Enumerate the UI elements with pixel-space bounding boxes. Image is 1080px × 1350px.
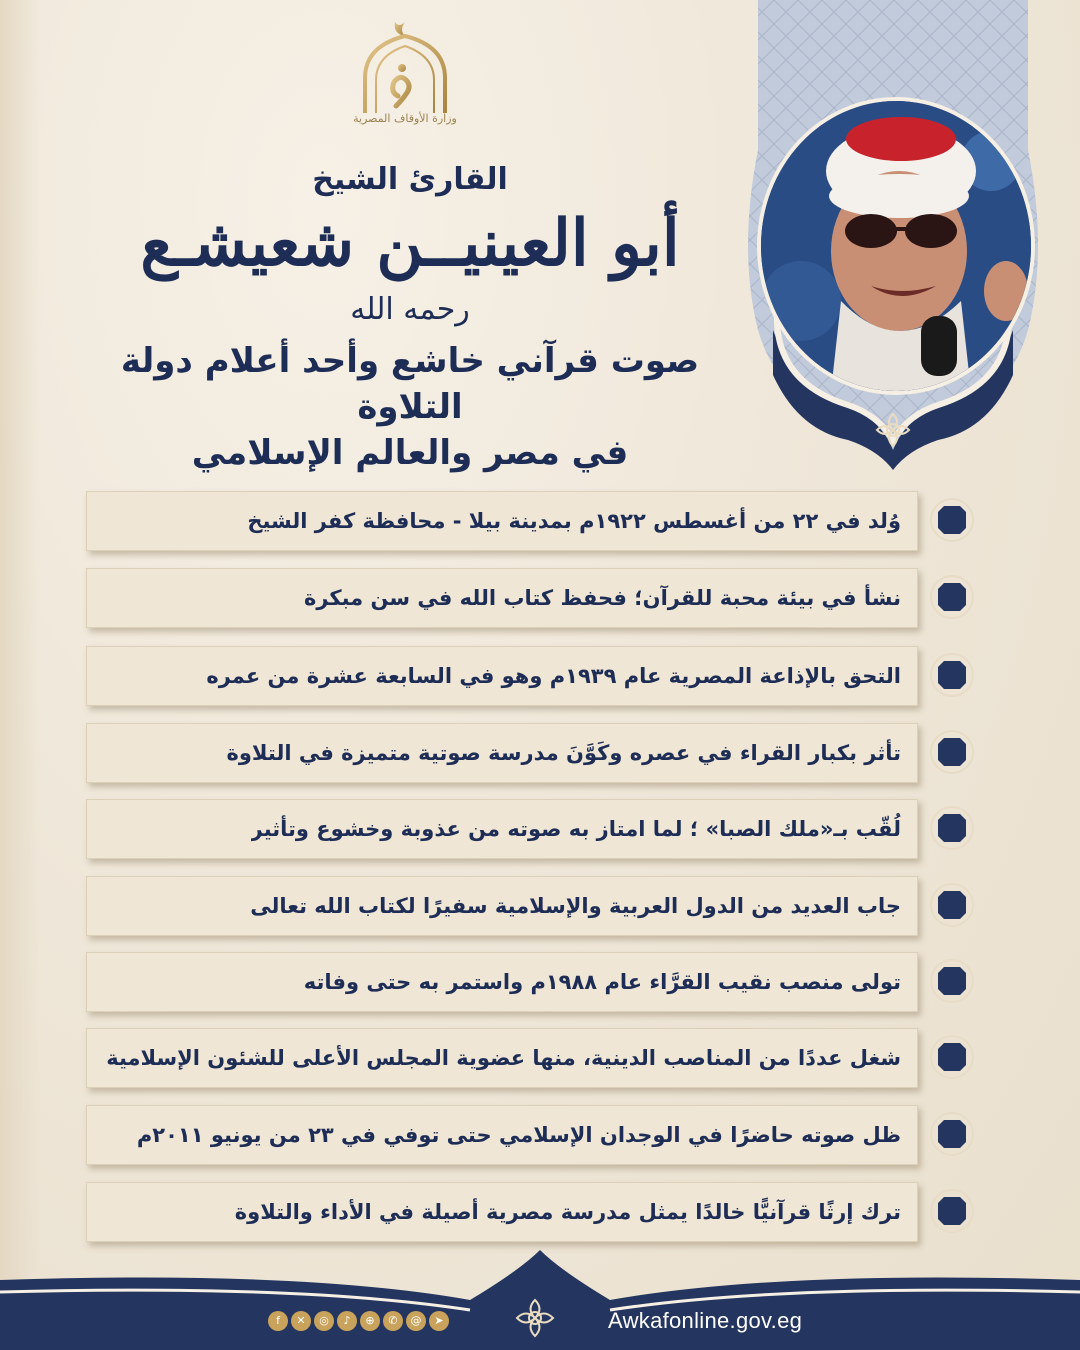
bullet-octagon-icon (930, 1035, 974, 1079)
list-item (86, 568, 918, 628)
tagline-line-2: في مصر والعالم الإسلامي (191, 433, 629, 473)
logo-caption: وزارة الأوقاف المصرية (353, 112, 457, 125)
bullet-octagon-icon (930, 575, 974, 619)
bullet-octagon-icon (930, 959, 974, 1003)
bullet-octagon-icon (930, 498, 974, 542)
tiktok-icon[interactable]: ♪ (337, 1311, 357, 1331)
fact-text: شغل عددًا من المناصب الدينية، منها عضوية المجلس الأعلى للشئون الإسلامية (106, 1046, 901, 1070)
bullet-octagon-icon (930, 1112, 974, 1156)
fact-text: التحق بالإذاعة المصرية عام ١٩٣٩م وهو في السابعة عشرة من عمره (206, 664, 901, 688)
left-ornament-strip (0, 0, 40, 1350)
fact-text: لُقّب بـ«ملك الصبا» ؛ لما امتاز به صوته من عذوبة وخشوع وتأثير (250, 817, 901, 841)
bullet-octagon-icon (930, 653, 974, 697)
x-icon[interactable]: ✕ (291, 1311, 311, 1331)
whatsapp-icon[interactable]: ✆ (383, 1311, 403, 1331)
instagram-icon[interactable]: ◎ (314, 1311, 334, 1331)
list-item (86, 491, 918, 551)
fact-text: وُلد في ٢٢ من أغسطس ١٩٢٢م بمدينة بيلا - محافظة كفر الشيخ (247, 509, 901, 533)
list-item (86, 1182, 918, 1242)
fact-text: ترك إرثًا قرآنيًّا خالدًا يمثل مدرسة مصرية أصيلة في الأداء والتلاوة (234, 1200, 901, 1224)
reciter-portrait (757, 97, 1035, 395)
list-item (86, 1105, 918, 1165)
list-item (86, 723, 918, 783)
bullet-octagon-icon (930, 883, 974, 927)
mercy-phrase: رحمه الله (350, 292, 470, 327)
fact-text: ظل صوته حاضرًا في الوجدان الإسلامي حتى توفي في ٢٣ من يونيو ٢٠١١م (136, 1123, 901, 1147)
title-block (110, 160, 710, 476)
bullet-octagon-icon (930, 730, 974, 774)
ministry-logo-icon (340, 18, 470, 148)
social-icons (268, 1311, 449, 1333)
list-item (86, 799, 918, 859)
list-item (86, 1028, 918, 1088)
threads-icon[interactable]: @ (406, 1311, 426, 1331)
list-item (86, 876, 918, 936)
footer-band (0, 1250, 1080, 1350)
list-item (86, 952, 918, 1012)
web-icon[interactable]: ⊕ (360, 1311, 380, 1331)
list-item (86, 646, 918, 706)
reciter-name: أبو العينيــن شعيشـع (140, 206, 680, 281)
fact-text: جاب العديد من الدول العربية والإسلامية سفيرًا لكتاب الله تعالى (250, 894, 901, 918)
website-link[interactable]: Awkafonline.gov.eg (608, 1308, 803, 1333)
bullet-octagon-icon (930, 1189, 974, 1233)
facebook-icon[interactable]: f (268, 1311, 288, 1331)
fact-text: تولى منصب نقيب القرَّاء عام ١٩٨٨م واستمر به حتى وفاته (303, 970, 901, 994)
portrait-illustration-icon (761, 101, 1031, 391)
telegram-icon[interactable]: ➤ (429, 1311, 449, 1331)
fact-text: نشأ في بيئة محبة للقرآن؛ فحفظ كتاب الله في سن مبكرة (303, 586, 901, 610)
fact-text: تأثر بكبار القراء في عصره وكَوَّنَ مدرسة صوتية متميزة في التلاوة (226, 741, 901, 765)
pre-title: القارئ الشيخ (312, 162, 508, 197)
tagline-line-1: صوت قرآني خاشع وأحد أعلام دولة التلاوة (120, 341, 700, 427)
bullet-octagon-icon (930, 806, 974, 850)
